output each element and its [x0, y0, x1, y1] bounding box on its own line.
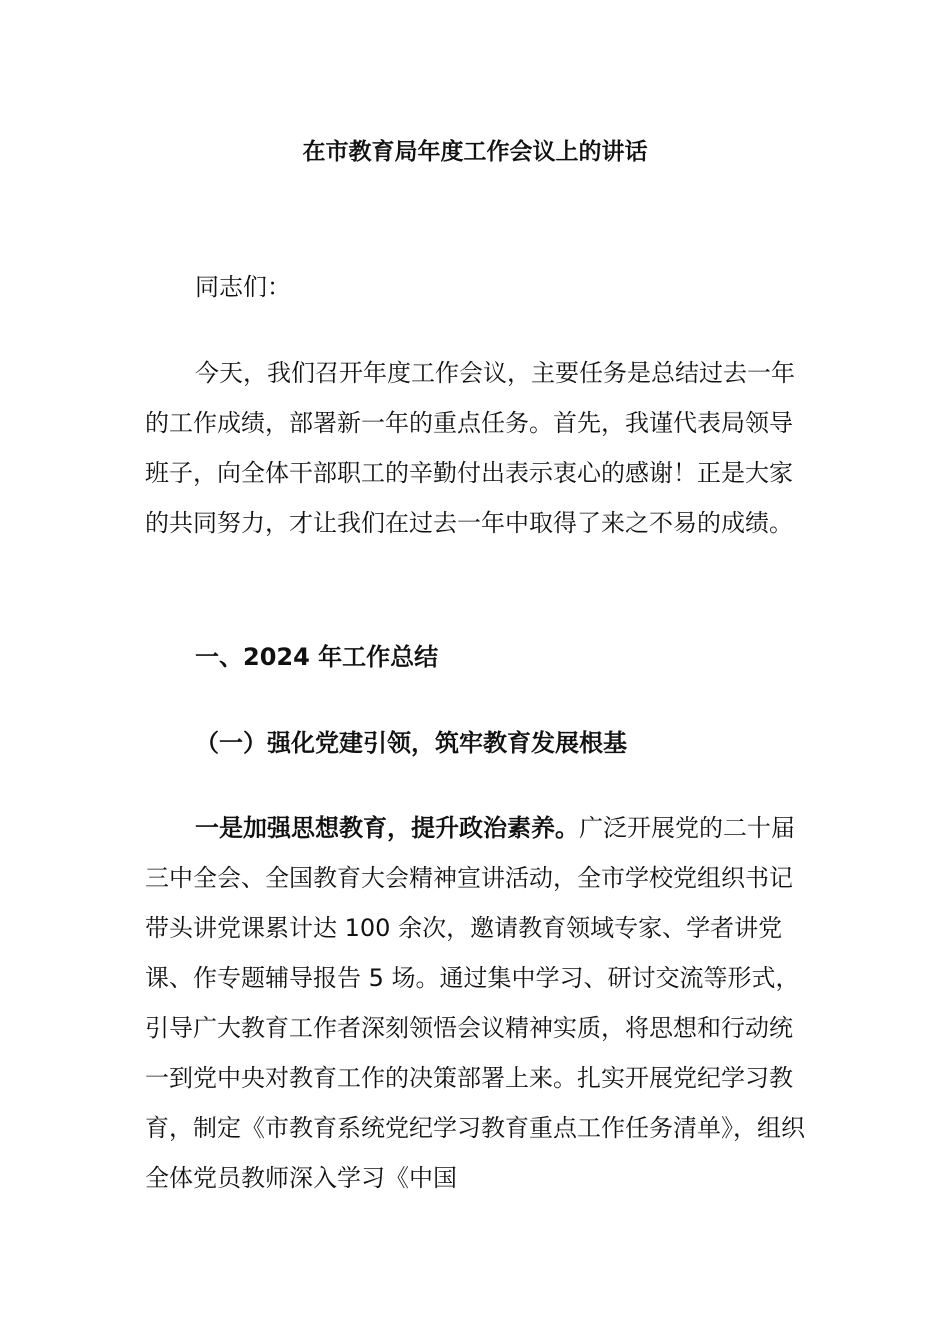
paragraph-lead-text: 一是加强思想教育，提升政治素养。	[195, 814, 579, 842]
paragraph-body-text: 广泛开展党的二十届三中全会、全国教育大会精神宣讲活动，全市学校党组织书记带头讲党课累计达 100 余次，邀请教育领域专家、学者讲党课、作专题辅导报告 5 场。通过集中学习、研讨交流等形式，引导广大教育工作者深刻领悟会议精神实质，将思想和行动统一到党中央对教育工作的决策部署上来。扎实开展党纪学习教育，制定《市教育系统党纪学习教育重点工作任务清单》，组织全体党员教师深入学习《中国	[145, 814, 805, 1192]
section-heading-1: 一、2024 年工作总结	[195, 643, 439, 671]
greeting-text: 同志们：	[195, 273, 291, 301]
intro-paragraph: 今天，我们召开年度工作会议，主要任务是总结过去一年的工作成绩，部署新一年的重点任务。首先，我谨代表局领导班子，向全体干部职工的辛勤付出表示衷心的感谢！正是大家的共同努力，才让我们在过去一年中取得了来之不易的成绩。	[145, 359, 795, 537]
body-paragraph-1	[145, 803, 810, 1203]
document-title: 在市教育局年度工作会议上的讲话	[302, 139, 648, 165]
subsection-heading-1: （一）强化党建引领，筑牢教育发展根基	[195, 729, 627, 757]
